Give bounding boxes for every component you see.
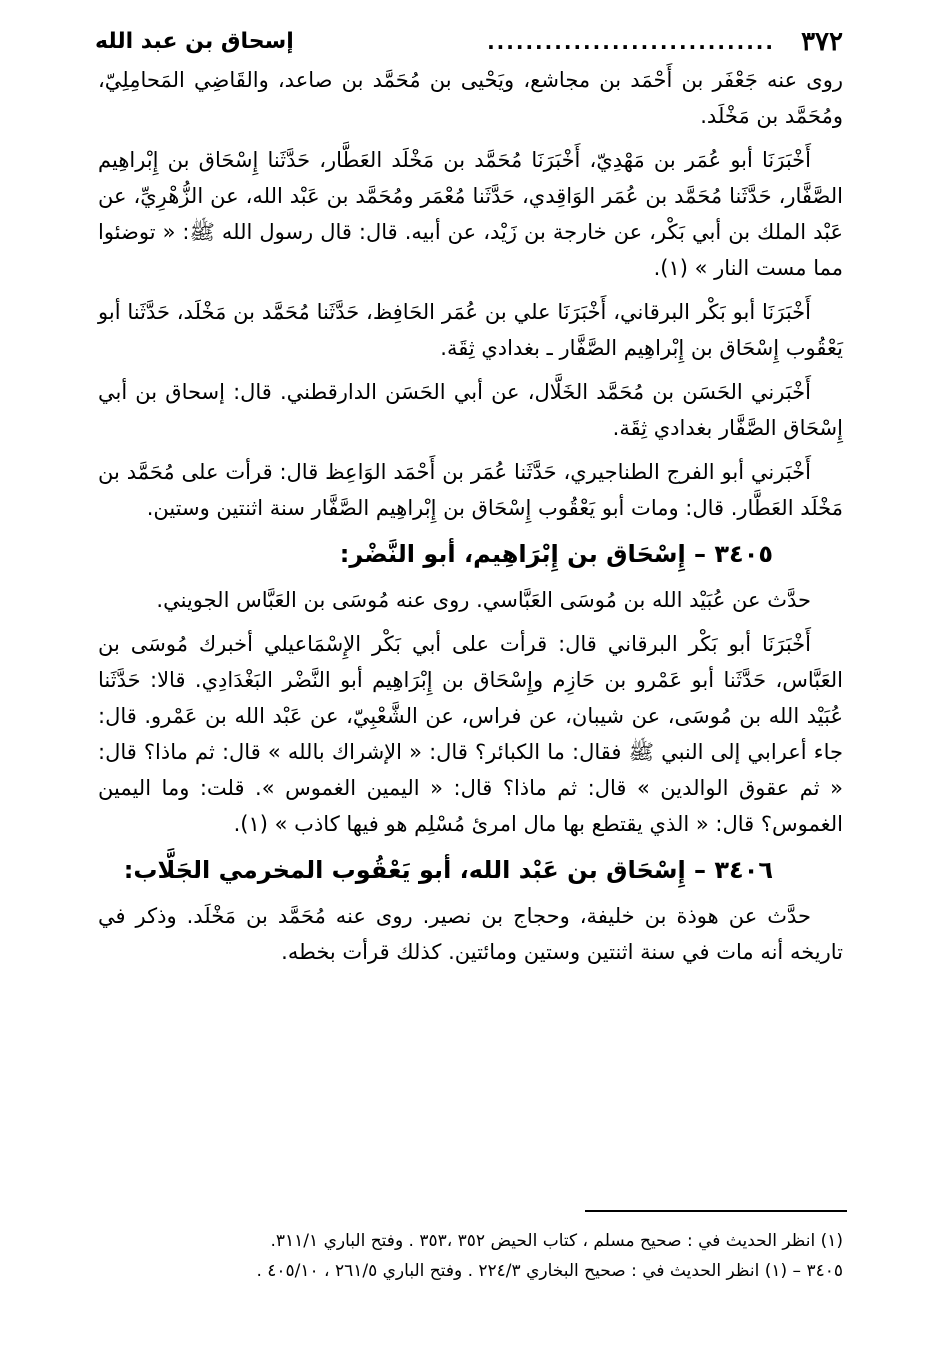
footnotes (98, 1226, 843, 1286)
entry-3406-paragraph: حدَّث عن هوذة بن خليفة، وحجاج بن نصير. روى عنه مُحَمَّد بن مَخْلَد. وذكر في تاريخه أنه مات في سنة اثنتين وستين ومائتين. كذلك قرأت بخطه. (98, 904, 843, 964)
entry-heading-3405: ٣٤٠٥ – إِسْحَاق بن إِبْرَاهِيم، أبو النَّضْر: (339, 540, 773, 568)
paragraph-death-date: أَخْبَرني أبو الفرج الطناجيري، حَدَّثَنا عُمَر بن أَحْمَد الوَاعِظ قال: قرأت على مُحَمَّد بن مَخْلَد العَطَّار. قال: ومات أبو يَعْقُوب إِسْحَاق بن إِبْراهِيم الصَّفَّار سنة اثنتين وستين. (98, 460, 843, 520)
entry-3405-paragraph: حدَّث عن عُبَيْد الله بن مُوسَى العَبَّاسي. روى عنه مُوسَى بن العَبَّاس الجويني. (156, 588, 811, 612)
footnote-divider (585, 1210, 847, 1212)
paragraph-hadith-isnad: أَخْبَرَنَا أبو عُمَر بن مَهْدِيّ، أَخْبَرَنَا مُحَمَّد بن مَخْلَد العَطَّار، حَدَّثَنا إِسْحَاق بن إِبْراهِيم الصَّفَّار، حَدَّثَنا مُحَمَّد بن عُمَر الوَاقِدي، حَدَّثَنا مُعْمَر ومُحَمَّد بن عَبْد الله، عن الزُّهْرِيِّ، عن عَبْد الملك بن أبي بَكْر، عن خارجة بن زَيْد، عن أبيه. قال: قال رسول الله ﷺ: « توضئوا مما مست النار » (١). (98, 148, 843, 280)
paragraph-narrators: روى عنه جَعْفَر بن أَحْمَد بن مجاشع، ويَحْيى بن مُحَمَّد بن صاعد، والقَاضِي المَحامِلِيّ، ومُحَمَّد بن مَخْلَد. (98, 68, 843, 128)
paragraph-khallal-report: أَخْبَرني الحَسَن بن مُحَمَّد الخَلَّال، عن أبي الحَسَن الدارقطني. قال: إسحاق بن أبي إِسْحَاق الصَّفَّار بغدادي ثِقَة. (98, 380, 843, 440)
page-header (95, 22, 843, 62)
footnote-item: (١) انظر الحديث في : صحيح مسلم ، كتاب الحيض ٣٥٢ ،٣٥٣ . وفتح الباري ٣١١/١. (270, 1231, 843, 1251)
page-body (98, 62, 843, 978)
paragraph-barqani-report: أَخْبَرَنَا أبو بَكْر البرقاني، أَخْبَرَنَا علي بن عُمَر الحَافِظ، حَدَّثَنا مُحَمَّد بن مَخْلَد، حَدَّثَنا أبو يَعْقُوب إِسْحَاق بن إِبْراهِيم الصَّفَّار ـ بغدادي ثِقَة. (98, 300, 843, 360)
page-number: ٣٧٢ (801, 27, 843, 57)
footnote-item: ٣٤٠٥ – (١) انظر الحديث في : صحيح البخاري ٢٢٤/٣ . وفتح الباري ٢٦١/٥ ، ٤٠٥/١٠ . (256, 1261, 843, 1281)
running-title: إسحاق بن عبد الله (95, 29, 294, 54)
header-leader-dots: .............................. (487, 30, 775, 54)
entry-heading-3406: ٣٤٠٦ – إِسْحَاق بن عَبْد الله، أبو يَعْقُوب المخرمي الجَلَّاب: (123, 856, 773, 884)
entry-3405-paragraph: أَخْبَرَنَا أبو بَكْر البرقاني قال: قرأت على أبي بَكْر الإِسْمَاعيلي أخبرك مُوسَى بن العَبَّاس، حَدَّثَنا أبو عَمْرو بن حَازِم وإِسْحَاق بن إِبْرَاهِيم أبو النَّضْر البَغْدَادِي. قالا: حَدَّثَنا عُبَيْد الله بن مُوسَى، عن شيبان، عن فراس، عن الشَّعْبِيّ، عن عَبْد الله بن عَمْرو. قال: جاء أعرابي إلى النبي ﷺ فقال: ما الكبائر؟ قال: « الإشراك بالله » قال: ثم ماذا؟ قال: « ثم عقوق الوالدين » قال: ثم ماذا؟ قال: « اليمين الغموس ». قلت: وما اليمين الغموس؟ قال: « الذي يقتطع بها مال امرئ مُسْلِم هو فيها كاذب » (١). (98, 632, 843, 836)
